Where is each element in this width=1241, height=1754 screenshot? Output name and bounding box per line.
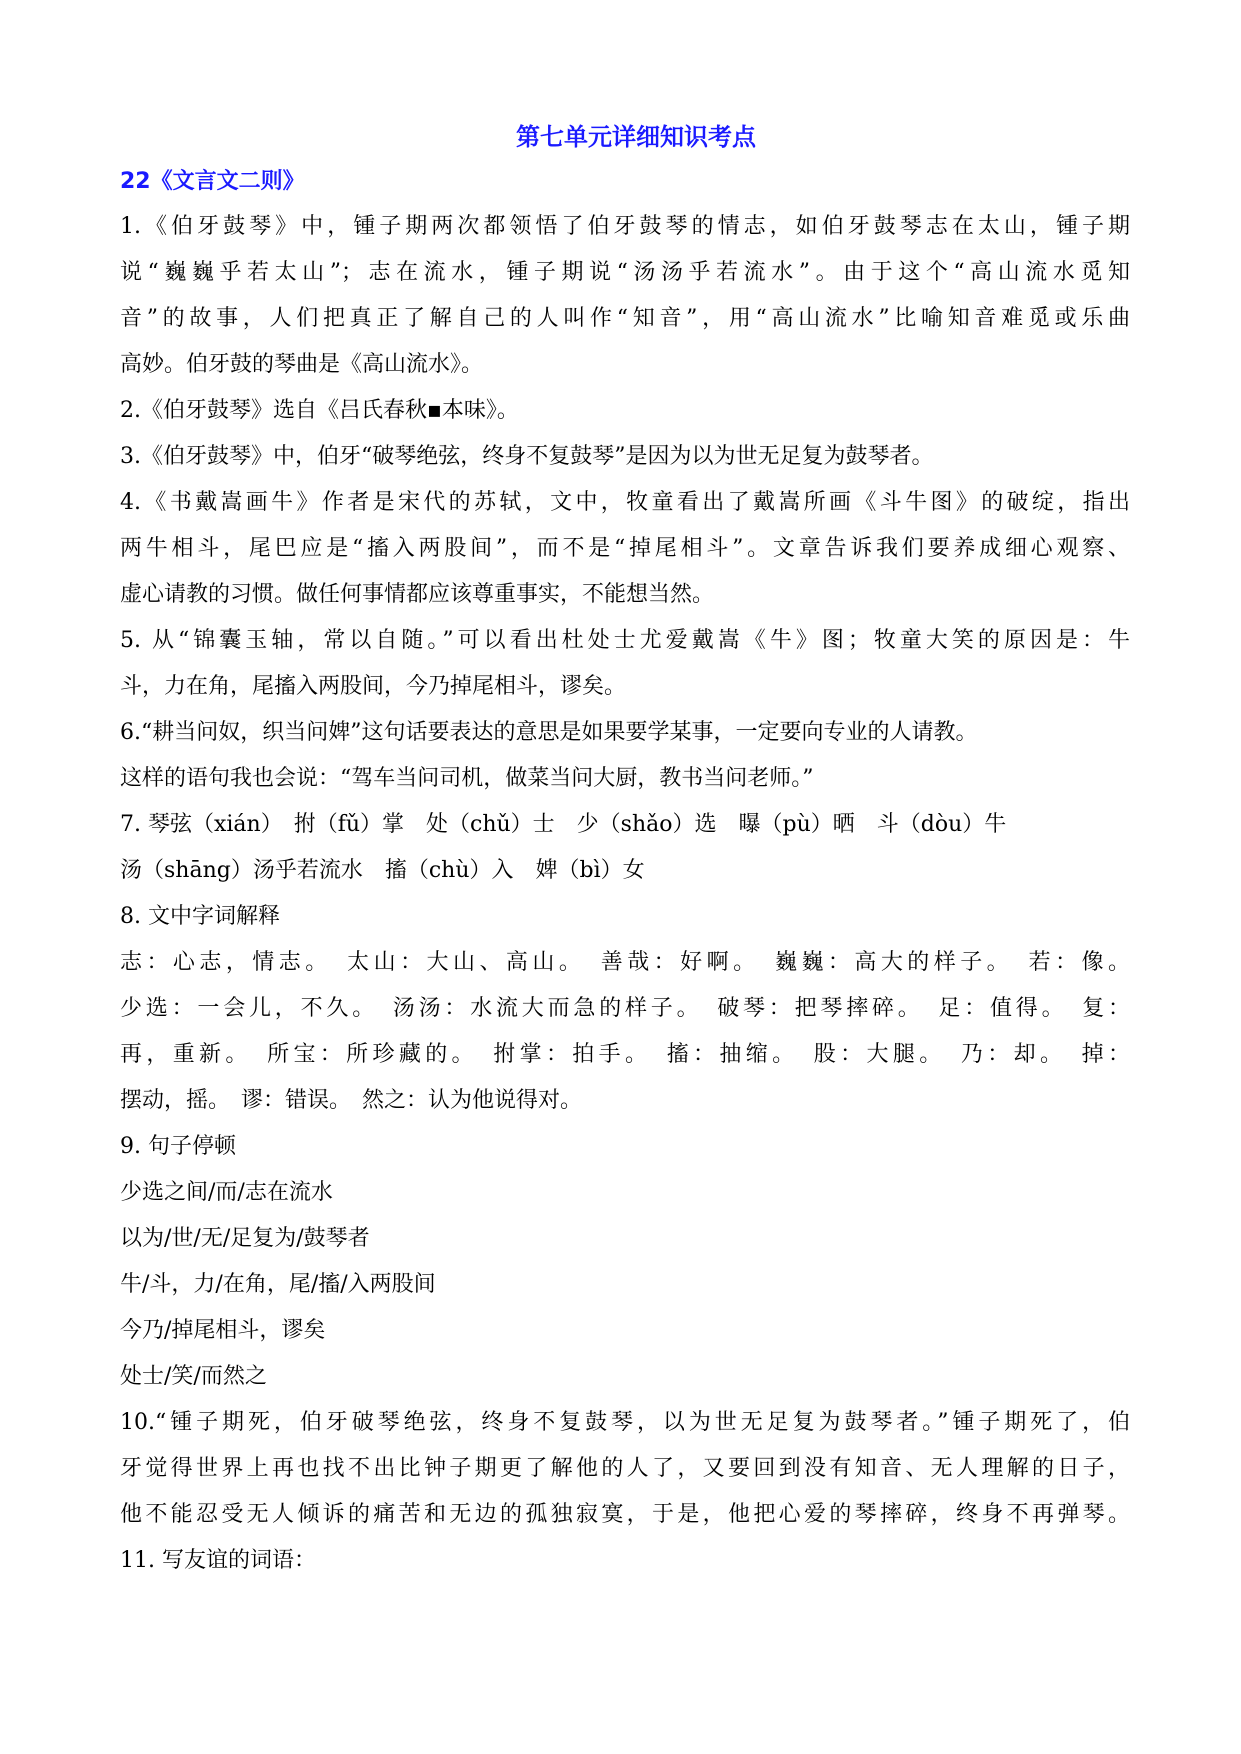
paragraph-line-20: 摆动，摇。 谬：错误。 然之：认为他说得对。 <box>120 1088 583 1113</box>
paragraph-line-7: 4.《书戴嵩画牛》作者是宋代的苏轼，文中，牧童看出了戴嵩所画《斗牛图》的破绽，指出 <box>120 490 1130 515</box>
paragraph-line-28: 牙觉得世界上再也找不出比钟子期更了解他的人了，又要回到没有知音、无人理解的日子， <box>120 1456 1130 1481</box>
paragraph-line-2: 说“巍巍乎若太山”；志在流水，锺子期说“汤汤乎若流水”。由于这个“高山流水觅知 <box>120 260 1130 285</box>
paragraph-line-23: 以为/世/无/足复为/鼓琴者 <box>120 1226 370 1251</box>
paragraph-line-16: 8. 文中字词解释 <box>120 904 280 929</box>
paragraph-line-27: 10.“锺子期死，伯牙破琴绝弦，终身不复鼓琴，以为世无足复为鼓琴者。”锺子期死了，伯 <box>120 1410 1130 1435</box>
paragraph-line-1: 1.《伯牙鼓琴》中，锺子期两次都领悟了伯牙鼓琴的情志，如伯牙鼓琴志在太山，锺子期 <box>120 214 1130 239</box>
paragraph-line-5: 2.《伯牙鼓琴》选自《吕氏春秋▪本味》。 <box>120 398 519 423</box>
paragraph-line-29: 他不能忍受无人倾诉的痛苦和无边的孤独寂寞，于是，他把心爱的琴摔碎，终身不再弹琴。 <box>120 1502 1130 1527</box>
paragraph-line-15: 汤（shāng）汤乎若流水 搐（chù）入 婢（bì）女 <box>120 858 645 883</box>
paragraph-line-18: 少选：一会儿，不久。 汤汤：水流大而急的样子。 破琴：把琴摔碎。 足：值得。 复： <box>120 996 1130 1021</box>
document-page <box>120 114 1130 1584</box>
paragraph-line-25: 今乃/掉尾相斗，谬矣 <box>120 1318 326 1343</box>
paragraph-line-3: 音”的故事，人们把真正了解自己的人叫作“知音”，用“高山流水”比喻知音难觅或乐曲 <box>120 306 1130 331</box>
paragraph-line-30: 11. 写友谊的词语： <box>120 1548 316 1573</box>
section-heading: 22《文言文二则》 <box>120 169 305 194</box>
paragraph-line-26: 处士/笑/而然之 <box>120 1364 267 1389</box>
paragraph-line-12: 6.“耕当问奴，织当问婢”这句话要表达的意思是如果要学某事，一定要向专业的人请教。 <box>120 720 978 745</box>
paragraph-line-10: 5. 从“锦囊玉轴，常以自随。”可以看出杜处士尤爱戴嵩《牛》图；牧童大笑的原因是：牛 <box>120 628 1130 653</box>
paragraph-line-8: 两牛相斗，尾巴应是“搐入两股间”，而不是“掉尾相斗”。文章告诉我们要养成细心观察、 <box>120 536 1130 561</box>
page-title: 第七单元详细知识考点 <box>516 123 756 151</box>
paragraph-line-9: 虚心请教的习惯。做任何事情都应该尊重事实，不能想当然。 <box>120 582 715 607</box>
paragraph-line-21: 9. 句子停顿 <box>120 1134 236 1159</box>
paragraph-line-19: 再，重新。 所宝：所珍藏的。 拊掌：拍手。 搐：抽缩。 股：大腿。 乃：却。 掉： <box>120 1042 1130 1067</box>
paragraph-line-14: 7. 琴弦（xián） 拊（fǔ）掌 处（chǔ）士 少（shǎo）选 曝（pù）晒 斗（dòu）牛 <box>120 812 1007 837</box>
paragraph-line-17: 志：心志，情志。 太山：大山、高山。 善哉：好啊。 巍巍：高大的样子。 若：像。 <box>120 950 1130 975</box>
paragraph-line-4: 高妙。伯牙鼓的琴曲是《高山流水》。 <box>120 352 484 377</box>
paragraph-line-13: 这样的语句我也会说：“驾车当问司机，做菜当问大厨，教书当问老师。” <box>120 766 814 791</box>
paragraph-line-24: 牛/斗，力/在角，尾/搐/入两股间 <box>120 1272 436 1297</box>
paragraph-line-6: 3.《伯牙鼓琴》中，伯牙“破琴绝弦，终身不复鼓琴”是因为以为世无足复为鼓琴者。 <box>120 444 934 469</box>
paragraph-line-11: 斗，力在角，尾搐入两股间，今乃掉尾相斗，谬矣。 <box>120 674 627 699</box>
paragraph-line-22: 少选之间/而/志在流水 <box>120 1180 333 1205</box>
